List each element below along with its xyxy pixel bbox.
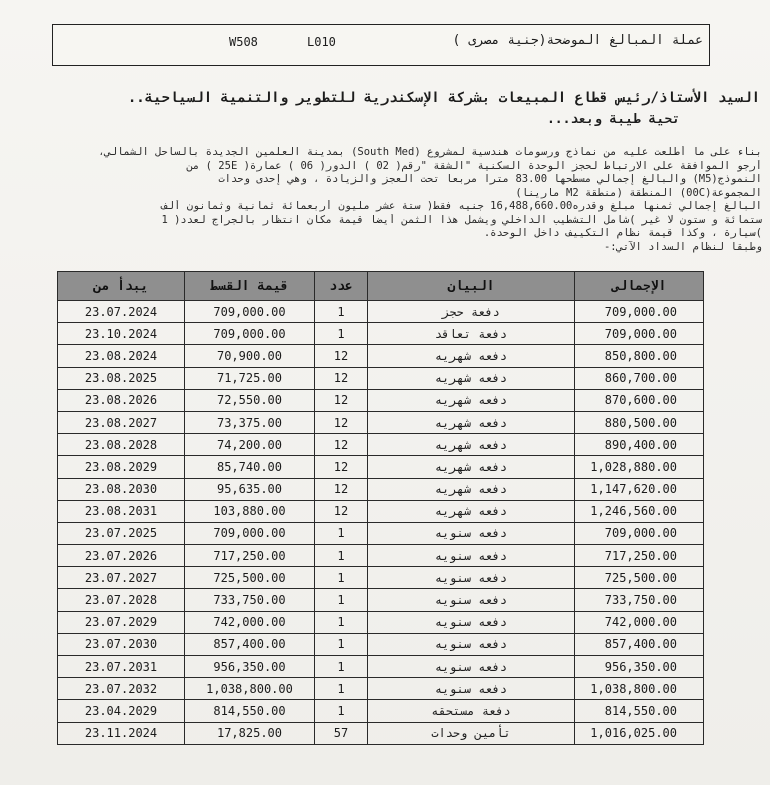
table-row xyxy=(58,478,704,500)
cell-description: دفعه سنويه xyxy=(368,567,575,589)
cell-count: 1 xyxy=(315,700,368,722)
table-row xyxy=(58,545,704,567)
cell-installment-amount: 733,750.00 xyxy=(185,589,315,611)
cell-total: 890,400.00 xyxy=(575,434,704,456)
table-row xyxy=(58,500,704,522)
cell-total: 870,600.00 xyxy=(575,389,704,411)
cell-installment-amount: 85,740.00 xyxy=(185,456,315,478)
cell-description: دفعه شهريه xyxy=(368,456,575,478)
header-total: الإجمالى xyxy=(575,272,704,301)
cell-count: 12 xyxy=(315,411,368,433)
cell-count: 1 xyxy=(315,678,368,700)
cell-count: 1 xyxy=(315,301,368,323)
cell-start-date: 23.08.2028 xyxy=(58,434,185,456)
table-row xyxy=(58,611,704,633)
cell-total: 1,038,800.00 xyxy=(575,678,704,700)
cell-installment-amount: 70,900.00 xyxy=(185,345,315,367)
cell-start-date: 23.07.2029 xyxy=(58,611,185,633)
cell-count: 12 xyxy=(315,500,368,522)
body-line: النموذج(M5) والبالغ إجمالي مسطحها 83.00 مترا مربعا تحت العجز والزيادة ، وهي إحدى وحدات xyxy=(218,173,762,185)
cell-description: دفعه شهريه xyxy=(368,500,575,522)
cell-count: 57 xyxy=(315,722,368,744)
cell-start-date: 23.08.2030 xyxy=(58,478,185,500)
cell-count: 1 xyxy=(315,545,368,567)
cell-total: 814,550.00 xyxy=(575,700,704,722)
table-row xyxy=(58,678,704,700)
cell-count: 1 xyxy=(315,522,368,544)
cell-total: 742,000.00 xyxy=(575,611,704,633)
table-row xyxy=(58,301,704,323)
cell-start-date: 23.07.2030 xyxy=(58,633,185,655)
letter-body xyxy=(10,146,762,254)
cell-description: دفعه شهريه xyxy=(368,434,575,456)
cell-installment-amount: 72,550.00 xyxy=(185,389,315,411)
table-row xyxy=(58,389,704,411)
cell-start-date: 23.07.2028 xyxy=(58,589,185,611)
cell-installment-amount: 717,250.00 xyxy=(185,545,315,567)
cell-total: 850,800.00 xyxy=(575,345,704,367)
cell-installment-amount: 709,000.00 xyxy=(185,522,315,544)
cell-description: دفعة حجز xyxy=(368,301,575,323)
greeting-line: تحية طيبة وبعد... xyxy=(546,112,680,127)
cell-total: 709,000.00 xyxy=(575,522,704,544)
cell-total: 880,500.00 xyxy=(575,411,704,433)
table-row xyxy=(58,434,704,456)
cell-start-date: 23.08.2029 xyxy=(58,456,185,478)
header-count: عدد xyxy=(315,272,368,301)
body-line: ستمائة و ستون لا غير )شامل التشطيب الداخلي ويشمل هذا الثمن أيضا قيمة مكان انتظار بالجراج لعدد( 1 xyxy=(161,213,762,226)
header-installment-amount: قيمة القسط xyxy=(185,272,315,301)
cell-start-date: 23.07.2025 xyxy=(58,522,185,544)
cell-installment-amount: 17,825.00 xyxy=(185,722,315,744)
cell-start-date: 23.07.2026 xyxy=(58,545,185,567)
cell-total: 733,750.00 xyxy=(575,589,704,611)
cell-start-date: 23.08.2031 xyxy=(58,500,185,522)
cell-total: 857,400.00 xyxy=(575,633,704,655)
cell-count: 12 xyxy=(315,478,368,500)
table-row xyxy=(58,411,704,433)
body-line: )سيارة ، وكذا قيمة نظام التكييف داخل الوحدة. xyxy=(483,227,762,239)
currency-note: عملة المبالغ الموضحة(جنية مصرى ) xyxy=(452,33,703,48)
cell-count: 12 xyxy=(315,389,368,411)
cell-start-date: 23.07.2031 xyxy=(58,656,185,678)
addressee-line: السيد الأستاذ/رئيس قطاع المبيعات بشركة الإسكندرية للتطوير والتنمية السياحية.. xyxy=(127,90,760,106)
header-start-date: يبدأ من xyxy=(58,272,185,301)
cell-count: 1 xyxy=(315,567,368,589)
cell-count: 1 xyxy=(315,656,368,678)
table-header-row xyxy=(58,272,704,301)
table-row xyxy=(58,345,704,367)
cell-start-date: 23.08.2024 xyxy=(58,345,185,367)
cell-total: 1,028,880.00 xyxy=(575,456,704,478)
body-line: البالغ إجمالي ثمنها مبلغ وقدره16,488,660.00 جنيه فقط( ستة عشر مليون أربعمائة ثمانية وثمانون ألف xyxy=(161,200,762,212)
table-row xyxy=(58,367,704,389)
cell-installment-amount: 74,200.00 xyxy=(185,434,315,456)
cell-count: 1 xyxy=(315,589,368,611)
table-row xyxy=(58,700,704,722)
cell-installment-amount: 742,000.00 xyxy=(185,611,315,633)
cell-start-date: 23.07.2032 xyxy=(58,678,185,700)
body-line: المجموعة(00C) المنطقة (منطقة M2 مارينا) xyxy=(515,186,762,199)
cell-total: 1,016,025.00 xyxy=(575,722,704,744)
cell-installment-amount: 709,000.00 xyxy=(185,301,315,323)
cell-installment-amount: 814,550.00 xyxy=(185,700,315,722)
cell-description: دفعه شهريه xyxy=(368,345,575,367)
cell-description: دفعه سنويه xyxy=(368,678,575,700)
table-body xyxy=(58,301,704,745)
unit-code-2: L010 xyxy=(307,35,336,49)
cell-count: 1 xyxy=(315,323,368,345)
cell-description: دفعه شهريه xyxy=(368,411,575,433)
header-description: البيان xyxy=(368,272,575,301)
body-line: وطبقا لنظام السداد الآتي:- xyxy=(603,240,762,253)
cell-installment-amount: 956,350.00 xyxy=(185,656,315,678)
table-row xyxy=(58,589,704,611)
cell-installment-amount: 71,725.00 xyxy=(185,367,315,389)
cell-installment-amount: 103,880.00 xyxy=(185,500,315,522)
cell-description: دفعه سنويه xyxy=(368,545,575,567)
unit-code-1: W508 xyxy=(229,35,258,49)
cell-count: 1 xyxy=(315,611,368,633)
cell-description: تأمين وحدات xyxy=(368,722,575,744)
cell-total: 860,700.00 xyxy=(575,367,704,389)
cell-total: 725,500.00 xyxy=(575,567,704,589)
payment-schedule-table xyxy=(57,271,704,745)
cell-installment-amount: 95,635.00 xyxy=(185,478,315,500)
cell-start-date: 23.07.2024 xyxy=(58,301,185,323)
cell-description: دفعة تعاقد xyxy=(368,323,575,345)
cell-installment-amount: 709,000.00 xyxy=(185,323,315,345)
cell-total: 717,250.00 xyxy=(575,545,704,567)
cell-description: دفعه سنويه xyxy=(368,633,575,655)
cell-start-date: 23.08.2026 xyxy=(58,389,185,411)
table-row xyxy=(58,567,704,589)
cell-description: دفعه شهريه xyxy=(368,478,575,500)
cell-description: دفعه سنويه xyxy=(368,522,575,544)
table-row xyxy=(58,656,704,678)
cell-count: 12 xyxy=(315,345,368,367)
cell-description: دفعه شهريه xyxy=(368,389,575,411)
table-row xyxy=(58,522,704,544)
cell-start-date: 23.04.2029 xyxy=(58,700,185,722)
cell-count: 12 xyxy=(315,434,368,456)
cell-start-date: 23.07.2027 xyxy=(58,567,185,589)
cell-installment-amount: 857,400.00 xyxy=(185,633,315,655)
table-row xyxy=(58,456,704,478)
cell-start-date: 23.10.2024 xyxy=(58,323,185,345)
cell-total: 709,000.00 xyxy=(575,301,704,323)
body-line: بناء على ما أطلعت عليه من نماذج ورسومات هندسية لمشروع (South Med) بمدينة العلمين الجديدة بالساحل الشمالي، xyxy=(98,146,762,158)
cell-total: 1,246,560.00 xyxy=(575,500,704,522)
table-row xyxy=(58,323,704,345)
currency-header-box xyxy=(52,24,710,66)
table-row xyxy=(58,633,704,655)
cell-count: 12 xyxy=(315,367,368,389)
cell-installment-amount: 73,375.00 xyxy=(185,411,315,433)
cell-start-date: 23.08.2025 xyxy=(58,367,185,389)
cell-installment-amount: 725,500.00 xyxy=(185,567,315,589)
cell-total: 1,147,620.00 xyxy=(575,478,704,500)
cell-description: دفعه سنويه xyxy=(368,611,575,633)
cell-start-date: 23.11.2024 xyxy=(58,722,185,744)
cell-total: 709,000.00 xyxy=(575,323,704,345)
cell-installment-amount: 1,038,800.00 xyxy=(185,678,315,700)
cell-start-date: 23.08.2027 xyxy=(58,411,185,433)
cell-count: 1 xyxy=(315,633,368,655)
cell-count: 12 xyxy=(315,456,368,478)
body-line: أرجو الموافقة على الارتباط لحجز الوحدة السكنية "الشقة "رقم( 02 ) الدور( 06 ) عمارة( 25E ) من xyxy=(186,159,762,172)
cell-description: دفعة مستحقه xyxy=(368,700,575,722)
table-row xyxy=(58,722,704,744)
cell-description: دفعه سنويه xyxy=(368,656,575,678)
cell-total: 956,350.00 xyxy=(575,656,704,678)
cell-description: دفعه سنويه xyxy=(368,589,575,611)
cell-description: دفعه شهريه xyxy=(368,367,575,389)
